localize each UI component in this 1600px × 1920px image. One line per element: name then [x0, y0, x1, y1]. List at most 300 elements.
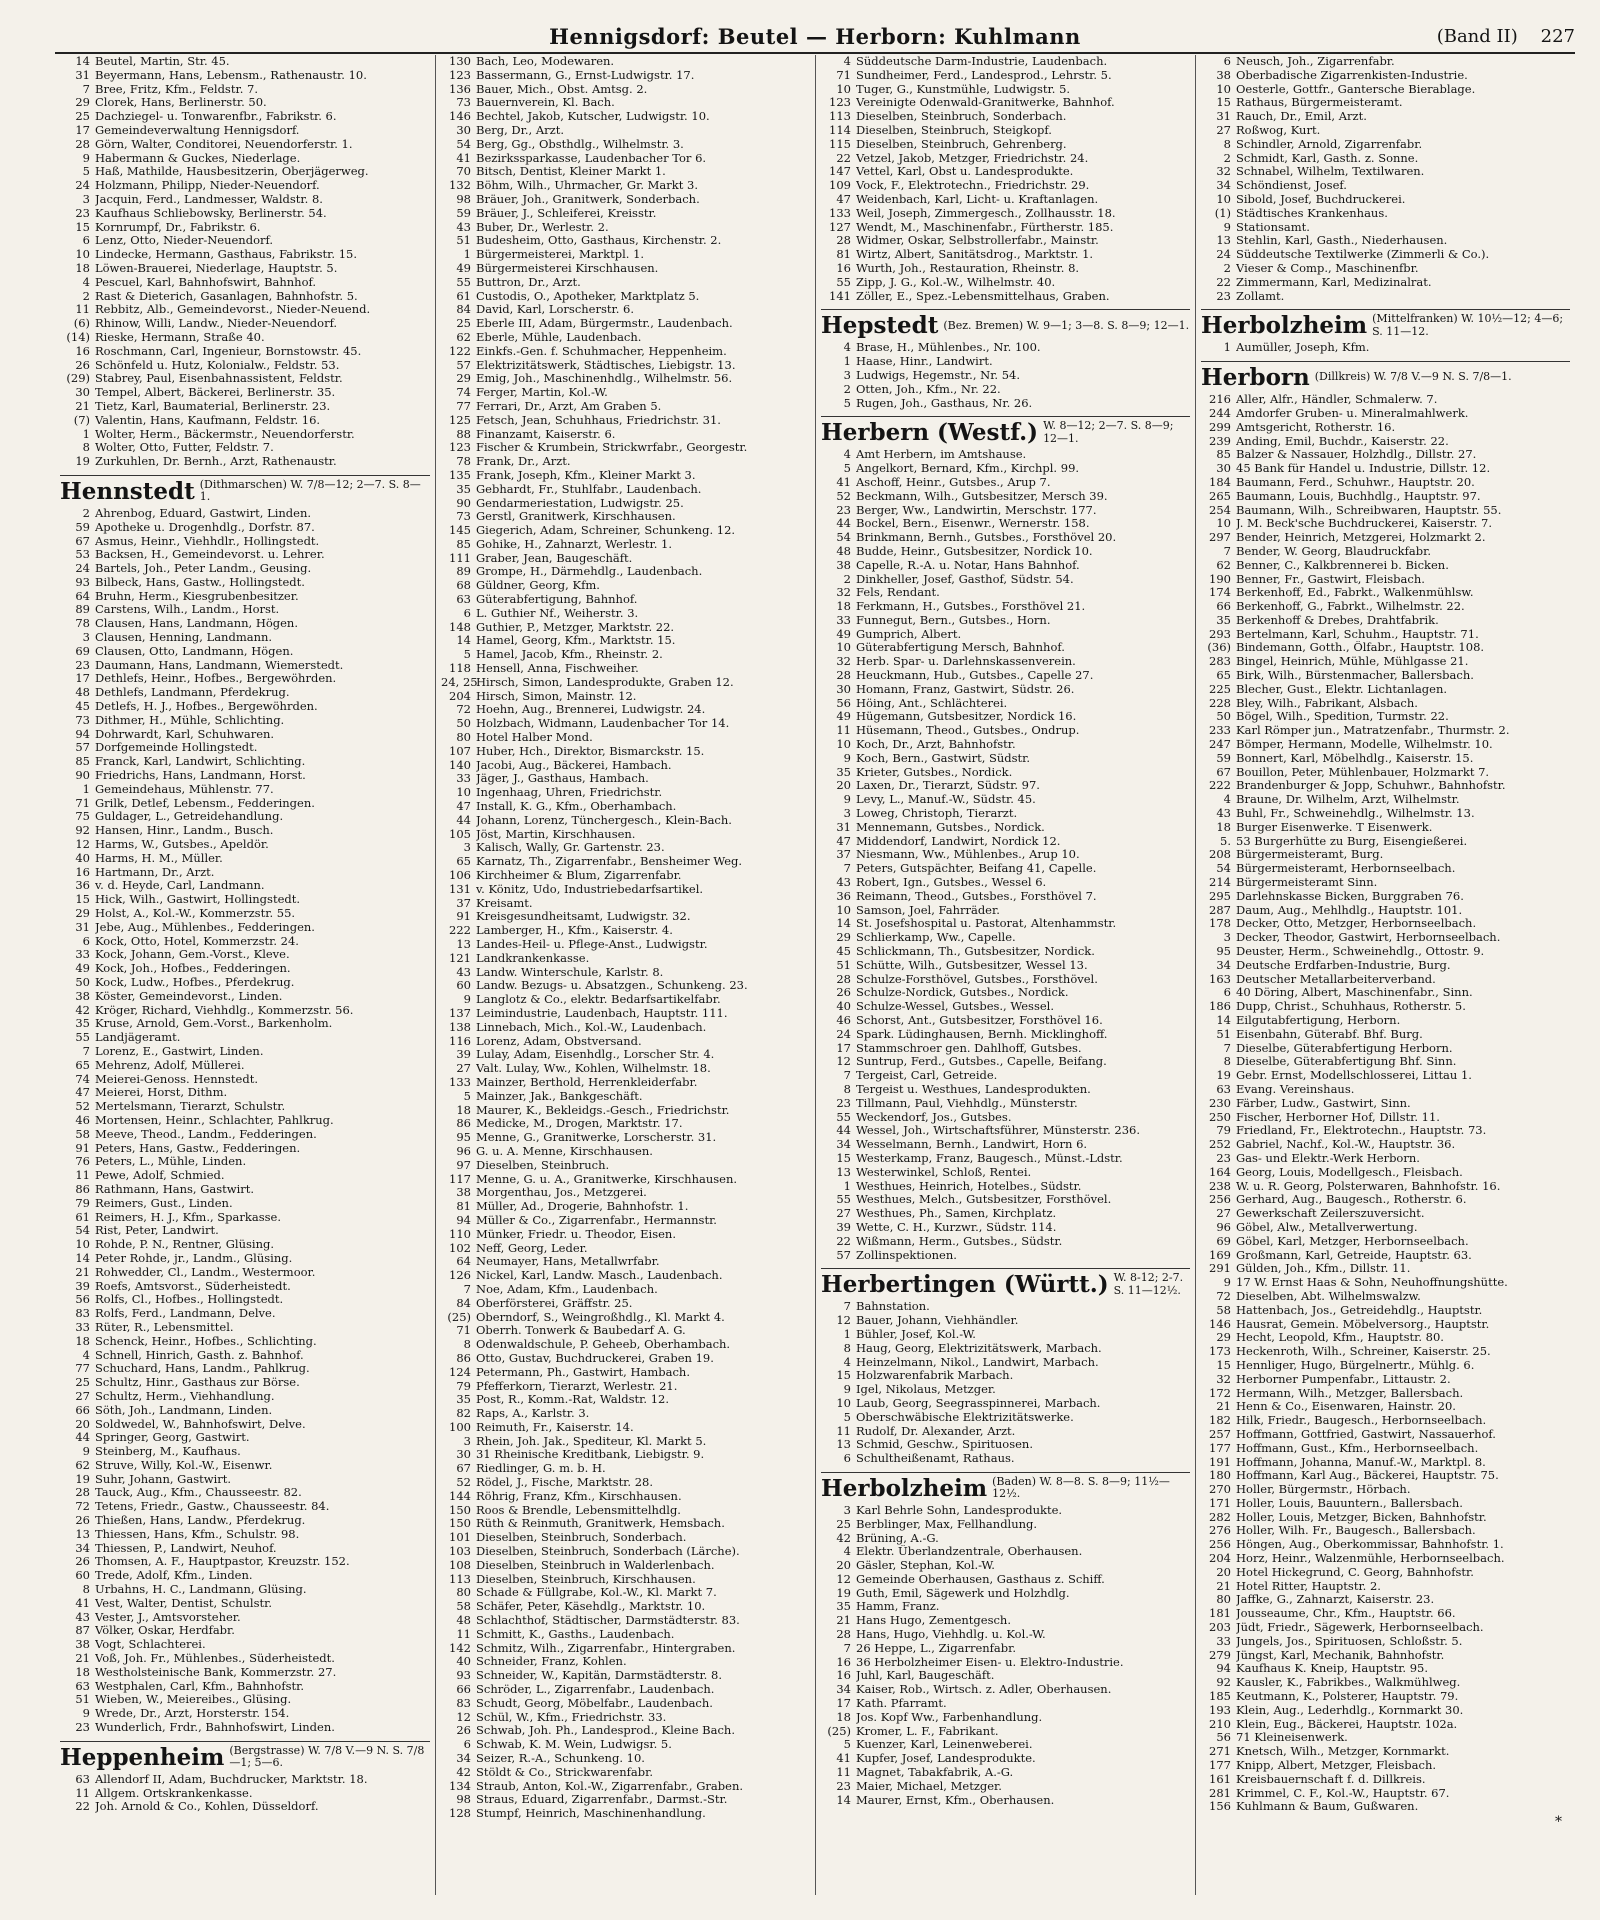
directory-entry [1201, 393, 1570, 407]
entry-number: 11 [75, 303, 90, 317]
entry-number: 25 [456, 317, 471, 331]
directory-entry [60, 672, 430, 686]
directory-entry [1201, 1069, 1570, 1083]
directory-entry [441, 96, 810, 110]
entry-text: Hügemann, Gutsbesitzer, Nordick 16. [856, 710, 1077, 724]
entry-text: 31 Rheinische Kreditbank, Liebigstr. 9. [476, 1448, 705, 1462]
entry-text: Birk, Wilh., Bürstenmacher, Ballersbach. [1236, 669, 1474, 683]
entry-number: 250 [1209, 1110, 1231, 1124]
entry-text: Klein, Eug., Bäckerei, Hauptstr. 102a. [1236, 1717, 1458, 1731]
entry-number: 117 [449, 1172, 471, 1186]
entry-number: 79 [75, 1196, 90, 1210]
entry-number: 299 [1209, 420, 1231, 434]
entry-text: Weil, Joseph, Zimmergesch., Zollhausstr. 18. [856, 206, 1116, 220]
entry-number: 111 [449, 551, 471, 565]
directory-entry [441, 1766, 810, 1780]
entry-text: Dethlefs, Heinr., Hofbes., Bergewöhrden. [95, 672, 337, 686]
entry-number: 83 [75, 1307, 90, 1321]
entry-number: 72 [75, 1500, 90, 1514]
entry-text: Seizer, R.-A., Schunkeng. 10. [476, 1752, 645, 1766]
entry-text: Stationsamt. [1236, 220, 1310, 234]
directory-entry [1201, 1345, 1570, 1359]
entry-text: Jacquin, Ferd., Landmesser, Waldstr. 8. [95, 192, 323, 206]
entry-number: 135 [449, 468, 471, 482]
entry-number: 64 [75, 589, 90, 603]
entry-text: Mainzer, Berthold, Herrenkleiderfabr. [476, 1075, 698, 1089]
entry-text: Landw. Winterschule, Karlstr. 8. [476, 965, 664, 979]
entry-number: 3 [82, 192, 90, 206]
entry-text: Neff, Georg, Leder. [476, 1241, 588, 1255]
directory-entry [821, 1369, 1190, 1383]
entry-number: 14 [75, 55, 90, 68]
entry-text: Bruhn, Herm., Kiesgrubenbesitzer. [95, 589, 299, 603]
directory-entry [1201, 1524, 1570, 1538]
place-name: Heppenheim [60, 1743, 225, 1771]
entry-text: Haug, Georg, Elektrizitätswerk, Marbach. [856, 1341, 1102, 1355]
entry-number: 6 [463, 606, 471, 620]
entry-text: Gerhard, Aug., Baugesch., Rotherstr. 6. [1236, 1193, 1467, 1207]
directory-entry [441, 1104, 810, 1118]
directory-entry [60, 1459, 430, 1473]
entry-number: 23 [1216, 289, 1231, 303]
entry-text: Holler, Louis, Bauuntern., Ballersbach. [1236, 1496, 1463, 1510]
entry-text: Vieser & Comp., Maschinenfbr. [1236, 261, 1419, 275]
entry-text: Elektrizitätswerk, Städtisches, Liebigstr. 13. [476, 358, 736, 372]
directory-entry [441, 1600, 810, 1614]
entry-text: Schmidt, Karl, Gasth. z. Sonne. [1236, 151, 1419, 165]
entry-text: Rast & Dieterich, Gasanlagen, Bahnhofstr. 5. [95, 289, 358, 303]
entry-number: 128 [449, 1807, 471, 1821]
entry-number: 11 [456, 1627, 471, 1641]
directory-entry [1201, 1469, 1570, 1483]
entry-text: J. M. Beck'sche Buchdruckerei, Kaiserstr. 7. [1236, 517, 1492, 531]
entry-text: Voß, Joh. Fr., Mühlenbes., Süderheistedt. [95, 1652, 335, 1666]
entry-number: 28 [836, 972, 851, 986]
entry-number: 85 [1216, 448, 1231, 462]
entry-text: Straub, Anton, Kol.-W., Zigarrenfabr., Graben. [476, 1779, 744, 1793]
entry-text: Decker, Otto, Metzger, Herbornseelbach. [1236, 917, 1477, 931]
entry-text: Finanzamt, Kaiserstr. 6. [476, 427, 616, 441]
entry-text: Deuster, Herm., Schweinehdlg., Ottostr. 9. [1236, 945, 1485, 959]
entry-number: 27 [75, 1389, 90, 1403]
directory-entry [1201, 1111, 1570, 1125]
directory-entry [821, 1083, 1190, 1097]
entry-text: Bley, Wilh., Fabrikant, Alsbach. [1236, 696, 1418, 710]
entry-number: 66 [75, 1403, 90, 1417]
entry-number: (14) [66, 330, 90, 344]
entry-text: Asmus, Heinr., Viehhdlr., Hollingstedt. [95, 534, 320, 548]
entry-number: 51 [75, 1693, 90, 1707]
entry-number: 24 [836, 1027, 851, 1041]
entry-number: 23 [836, 503, 851, 517]
directory-entry [60, 1404, 430, 1418]
entry-text: Bach, Leo, Modewaren. [476, 55, 615, 68]
directory-entry [441, 1669, 810, 1683]
entry-text: Buttron, Dr., Arzt. [476, 275, 581, 289]
directory-entry [441, 345, 810, 359]
directory-entry [821, 669, 1190, 683]
directory-entry [441, 372, 810, 386]
directory-entry [441, 1531, 810, 1545]
entry-number: 256 [1209, 1538, 1231, 1552]
directory-entry [60, 1773, 430, 1787]
directory-entry [1201, 710, 1570, 724]
directory-entry [441, 1793, 810, 1807]
entry-number: 18 [75, 1665, 90, 1679]
entry-text: Jüdt, Friedr., Sägewerk, Herbornseelbach. [1236, 1621, 1484, 1635]
entry-number: 10 [1216, 82, 1231, 96]
entry-number: 54 [75, 1224, 90, 1238]
entry-text: Gabriel, Nachf., Kol.-W., Hauptstr. 36. [1236, 1138, 1456, 1152]
entry-number: 26 [75, 358, 90, 372]
directory-entry [821, 462, 1190, 476]
entry-number: 3 [1223, 931, 1231, 945]
entry-number: 30 [1216, 462, 1231, 476]
entry-number: 47 [75, 1086, 90, 1100]
directory-entry [60, 1128, 430, 1142]
directory-entry [1201, 96, 1570, 110]
entry-text: Apotheke u. Drogenhdlg., Dorfstr. 87. [95, 520, 315, 534]
entry-text: Böhm, Wilh., Uhrmacher, Gr. Markt 3. [476, 179, 698, 193]
column [55, 55, 435, 1895]
entry-text: Daum, Aug., Mehlhdlg., Hauptstr. 101. [1236, 903, 1463, 917]
directory-entry [60, 1142, 430, 1156]
directory-entry [821, 1573, 1190, 1587]
directory-entry [441, 303, 810, 317]
entry-number: 63 [75, 1772, 90, 1786]
entry-text: Schöndienst, Josef. [1236, 179, 1347, 193]
directory-entry [821, 1314, 1190, 1328]
entry-number: 9 [843, 1383, 851, 1397]
entry-number: 17 [836, 1041, 851, 1055]
directory-entry [60, 1500, 430, 1514]
entry-text: Detlefs, H. J., Hofbes., Bergewöhrden. [95, 700, 318, 714]
entry-number: 41 [836, 1752, 851, 1766]
directory-entry [821, 628, 1190, 642]
directory-entry [1201, 931, 1570, 945]
entry-number: 7 [1223, 1041, 1231, 1055]
directory-entry [441, 703, 810, 717]
directory-entry [821, 179, 1190, 193]
directory-entry [441, 317, 810, 331]
directory-entry [60, 1787, 430, 1801]
directory-entry [441, 1062, 810, 1076]
directory-entry [821, 1028, 1190, 1042]
entry-text: Baumann, Louis, Buchhdlg., Hauptstr. 97. [1236, 489, 1481, 503]
directory-entry [821, 1504, 1190, 1518]
entry-text: 53 Burgerhütte zu Burg, Eisengießerei. [1236, 834, 1468, 848]
place-name: Hepstedt [821, 312, 939, 340]
entry-number: 15 [1216, 1358, 1231, 1372]
directory-entry [60, 1293, 430, 1307]
entry-text: Schultheißenamt, Rathaus. [856, 1452, 1015, 1466]
entry-text: Schmid, Geschw., Spirituosen. [856, 1438, 1033, 1452]
directory-entry [1201, 1745, 1570, 1759]
entry-text: 26 Heppe, L., Zigarrenfabr. [856, 1641, 1017, 1655]
entry-text: Fischer & Krumbein, Strickwrfabr., Georgestr. [476, 441, 748, 455]
entry-text: Horz, Heinr., Walzenmühle, Herbornseelbach. [1236, 1552, 1505, 1566]
directory-entry [1201, 1207, 1570, 1221]
entry-number: 10 [75, 1238, 90, 1252]
entry-number: 72 [456, 703, 471, 717]
directory-entry [441, 1200, 810, 1214]
entry-number: 13 [75, 1527, 90, 1541]
entry-number: 66 [1216, 600, 1231, 614]
directory-entry [1201, 1290, 1570, 1304]
entry-number: 77 [75, 1362, 90, 1376]
entry-text: Zöller, E., Spez.-Lebensmittelhaus, Graben. [856, 289, 1110, 303]
entry-number: 26 [75, 1514, 90, 1528]
directory-entry [441, 179, 810, 193]
directory-entry [441, 538, 810, 552]
entry-number: 25 [836, 1517, 851, 1531]
directory-entry [1201, 207, 1570, 221]
entry-number: 12 [456, 1710, 471, 1724]
entry-text: Angelkort, Bernard, Kfm., Kirchpl. 99. [856, 462, 1080, 476]
entry-number: 295 [1209, 889, 1231, 903]
directory-entry [1201, 262, 1570, 276]
entry-number: 89 [75, 603, 90, 617]
entry-text: Elektr. Überlandzentrale, Oberhausen. [856, 1545, 1083, 1559]
entry-text: Huber, Hch., Direktor, Bismarckstr. 15. [476, 744, 705, 758]
directory-entry [821, 1752, 1190, 1766]
place-name: Herbertingen (Württ.) [821, 1271, 1109, 1299]
entry-number: 44 [836, 1124, 851, 1138]
entry-text: Schade & Füllgrabe, Kol.-W., Kl. Markt 7. [476, 1586, 717, 1600]
entry-text: Kaufhaus Schliebowsky, Berlinerstr. 54. [95, 206, 327, 220]
directory-entry [60, 590, 430, 604]
directory-entry [441, 290, 810, 304]
entry-number: 90 [456, 496, 471, 510]
entry-text: Landw. Bezugs- u. Absatzgen., Schunkeng. 23. [476, 979, 748, 993]
entry-text: Hoffmann, Johanna, Manuf.-W., Marktpl. 8. [1236, 1455, 1486, 1469]
entry-number: 98 [456, 192, 471, 206]
entry-number: 90 [75, 769, 90, 783]
entry-number: 80 [456, 1586, 471, 1600]
entry-number: 126 [449, 1269, 471, 1283]
directory-entry [60, 414, 430, 428]
entry-text: Suntrup, Ferd., Gutsbes., Capelle, Beifang. [856, 1055, 1107, 1069]
directory-entry [821, 1628, 1190, 1642]
entry-text: Oberbadische Zigarrenkisten-Industrie. [1236, 68, 1468, 82]
entry-text: Allgem. Ortskrankenkasse. [95, 1786, 253, 1800]
entry-text: Kock, Otto, Hotel, Kommerzstr. 24. [95, 934, 299, 948]
directory-entry [821, 448, 1190, 462]
directory-entry [441, 565, 810, 579]
entry-number: 23 [836, 1779, 851, 1793]
directory-entry [60, 1017, 430, 1031]
entry-number: 5 [843, 1738, 851, 1752]
directory-entry [821, 1642, 1190, 1656]
entry-number: 12 [75, 838, 90, 852]
entry-number: 55 [456, 275, 471, 289]
entry-number: 16 [75, 344, 90, 358]
entry-text: Hoffmann, Karl Aug., Bäckerei, Hauptstr. 75. [1236, 1469, 1499, 1483]
entry-number: (7) [73, 413, 90, 427]
entry-text: Jos. Kopf Ww., Farbenhandlung. [856, 1710, 1043, 1724]
directory-entry [60, 728, 430, 742]
directory-entry [441, 1131, 810, 1145]
directory-entry [821, 1249, 1190, 1263]
section-heading [821, 1472, 1190, 1502]
directory-entry [1201, 669, 1570, 683]
entry-text: Hecht, Leopold, Kfm., Hauptstr. 80. [1236, 1331, 1444, 1345]
entry-text: Tergeist, Carl, Getreide. [856, 1069, 998, 1083]
directory-entry [821, 276, 1190, 290]
entry-number: 145 [449, 524, 471, 538]
entry-text: Rathmann, Hans, Gastwirt. [95, 1182, 255, 1196]
directory-entry [60, 1569, 430, 1583]
entry-number: 2 [1223, 261, 1231, 275]
entry-text: Benner, C., Kalkbrennerei b. Bicken. [1236, 558, 1449, 572]
directory-entry [60, 935, 430, 949]
entry-text: Schwab, Joh. Ph., Landesprod., Kleine Bach. [476, 1724, 735, 1738]
entry-number: 28 [836, 234, 851, 248]
entry-number: 123 [829, 96, 851, 110]
directory-entry [441, 1559, 810, 1573]
entry-text: Amdorfer Gruben- u. Mineralmahlwerk. [1236, 406, 1469, 420]
entry-text: Buhl, Fr., Schweinehdlg., Wilhelmstr. 13. [1236, 807, 1475, 821]
directory-entry [821, 917, 1190, 931]
directory-entry [821, 504, 1190, 518]
directory-entry [60, 962, 430, 976]
entry-number: 55 [836, 1110, 851, 1124]
directory-entry [60, 1280, 430, 1294]
directory-entry [821, 262, 1190, 276]
directory-entry [821, 1545, 1190, 1559]
place-name: Herbolzheim [1201, 312, 1368, 340]
entry-text: Tauck, Aug., Kfm., Chausseestr. 82. [95, 1486, 302, 1500]
directory-entry [821, 55, 1190, 69]
entry-number: 86 [456, 1351, 471, 1365]
entry-text: Roefs, Amtsvorst., Süderheistedt. [95, 1279, 291, 1293]
entry-number: 32 [836, 655, 851, 669]
entry-number: 9 [843, 793, 851, 807]
entry-text: Meeve, Theod., Landm., Fedderingen. [95, 1127, 317, 1141]
directory-entry [441, 1448, 810, 1462]
entry-text: Bouillon, Peter, Mühlenbauer, Holzmarkt 7. [1236, 765, 1490, 779]
directory-entry [60, 1693, 430, 1707]
entry-text: Odenwaldschule, P. Geheeb, Oberhambach. [476, 1338, 731, 1352]
directory-entry [821, 69, 1190, 83]
entry-text: Thomsen, A. F., Hauptpastor, Kreuzstr. 152. [95, 1555, 350, 1569]
entry-number: 10 [836, 738, 851, 752]
entry-text: Güterabfertigung, Bahnhof. [476, 593, 638, 607]
entry-number: 50 [75, 976, 90, 989]
directory-entry [1201, 165, 1570, 179]
entry-text: Kruse, Arnold, Gem.-Vorst., Barkenholm. [95, 1017, 333, 1031]
directory-entry [1201, 1552, 1570, 1566]
directory-entry [60, 317, 430, 331]
entry-text: Baumann, Wilh., Schreibwaren, Hauptstr. 55. [1236, 503, 1502, 517]
directory-entry [1201, 1704, 1570, 1718]
entry-number: 64 [456, 1255, 471, 1269]
directory-entry [821, 1097, 1190, 1111]
directory-entry [821, 1014, 1190, 1028]
directory-entry [1201, 1097, 1570, 1111]
entry-number: 78 [75, 617, 90, 631]
directory-entry [60, 1073, 430, 1087]
entry-number: 222 [449, 924, 471, 938]
entry-text: Hoehn, Aug., Brennerei, Ludwigstr. 24. [476, 703, 706, 717]
entry-text: Brandenburger & Jopp, Schuhwr., Bahnhofstr. [1236, 779, 1506, 793]
entry-text: Hamel, Georg, Kfm., Marktstr. 15. [476, 634, 676, 648]
entry-text: Decker, Theodor, Gastwirt, Herbornseelbach. [1236, 931, 1501, 945]
directory-entry [441, 207, 810, 221]
directory-entry [821, 904, 1190, 918]
entry-text: Oesterle, Gottfr., Gantersche Bierablage. [1236, 82, 1476, 96]
entry-text: Stammschroer gen. Dahlhoff, Gutsbes. [856, 1041, 1082, 1055]
entry-number: 113 [449, 1572, 471, 1586]
entry-number: 13 [1216, 234, 1231, 248]
directory-entry [1201, 655, 1570, 669]
entry-number: 208 [1209, 848, 1231, 862]
directory-entry [821, 573, 1190, 587]
directory-entry [1201, 1138, 1570, 1152]
directory-entry [60, 1514, 430, 1528]
directory-entry [1201, 1359, 1570, 1373]
directory-entry [60, 521, 430, 535]
entry-number: 279 [1209, 1648, 1231, 1662]
entry-number: 10 [1216, 517, 1231, 531]
entry-text: Karl Behrle Sohn, Landesprodukte. [856, 1503, 1063, 1517]
entry-text: Koch, Dr., Arzt, Bahnhofstr. [856, 738, 1016, 752]
entry-number: 88 [456, 427, 471, 441]
entry-text: Schlachthof, Städtischer, Darmstädterstr. 83. [476, 1614, 740, 1628]
entry-number: 25 [75, 110, 90, 124]
entry-text: Rhinow, Willi, Landw., Nieder-Neuendorf. [95, 317, 338, 331]
entry-text: Dupp, Christ., Schuhhaus, Rotherstr. 5. [1236, 1000, 1466, 1014]
entry-text: Reimers, Gust., Linden. [95, 1196, 233, 1210]
entry-text: Kromer, L. F., Fabrikant. [856, 1724, 999, 1738]
entry-text: Keutmann, K., Polsterer, Hauptstr. 79. [1236, 1690, 1459, 1704]
directory-entry [60, 1349, 430, 1363]
entry-number: 10 [1216, 192, 1231, 206]
directory-entry [441, 1380, 810, 1394]
entry-text: Johann, Lorenz, Tünchergesch., Klein-Bach. [476, 813, 732, 827]
directory-entry [441, 1035, 810, 1049]
directory-entry [821, 96, 1190, 110]
office-hours: (Dillkreis) W. 7/8 V.—9 N. S. 7/8—1. [1314, 370, 1512, 384]
entry-text: Söth, Joh., Landmann, Linden. [95, 1403, 273, 1417]
entry-number: 28 [75, 1486, 90, 1500]
directory-entry [60, 755, 430, 769]
entry-text: Hoffmann, Gottfried, Gastwirt, Nassauerhof. [1236, 1427, 1496, 1441]
directory-entry [60, 1362, 430, 1376]
entry-text: Lorenz, E., Gastwirt, Linden. [95, 1044, 264, 1058]
entry-text: Evang. Vereinshaus. [1236, 1082, 1355, 1096]
entry-number: 63 [1216, 1082, 1231, 1096]
directory-entry [821, 710, 1190, 724]
directory-entry [441, 1255, 810, 1269]
entry-text: Schulze-Forsthövel, Gutsbes., Forsthövel. [856, 972, 1098, 986]
directory-entry [1201, 559, 1570, 573]
entry-number: 30 [456, 1448, 471, 1462]
directory-entry [441, 1407, 810, 1421]
entry-text: Noe, Adam, Kfm., Laudenbach. [476, 1282, 658, 1296]
place-name: Herbern (Westf.) [821, 419, 1039, 447]
entry-number: 13 [836, 1165, 851, 1179]
entry-text: Hans, Hugo, Viehhdlg. u. Kol.-W. [856, 1628, 1046, 1642]
entry-number: 137 [449, 1006, 471, 1020]
entry-text: Riedlinger, G. m. b. H. [476, 1462, 606, 1476]
entry-text: Menne, G. u. A., Granitwerke, Kirschhausen. [476, 1172, 738, 1186]
entry-number: 1 [843, 1327, 851, 1341]
directory-entry [60, 1100, 430, 1114]
directory-entry [60, 907, 430, 921]
directory-entry [60, 1169, 430, 1183]
entry-number: 25 [75, 1376, 90, 1390]
